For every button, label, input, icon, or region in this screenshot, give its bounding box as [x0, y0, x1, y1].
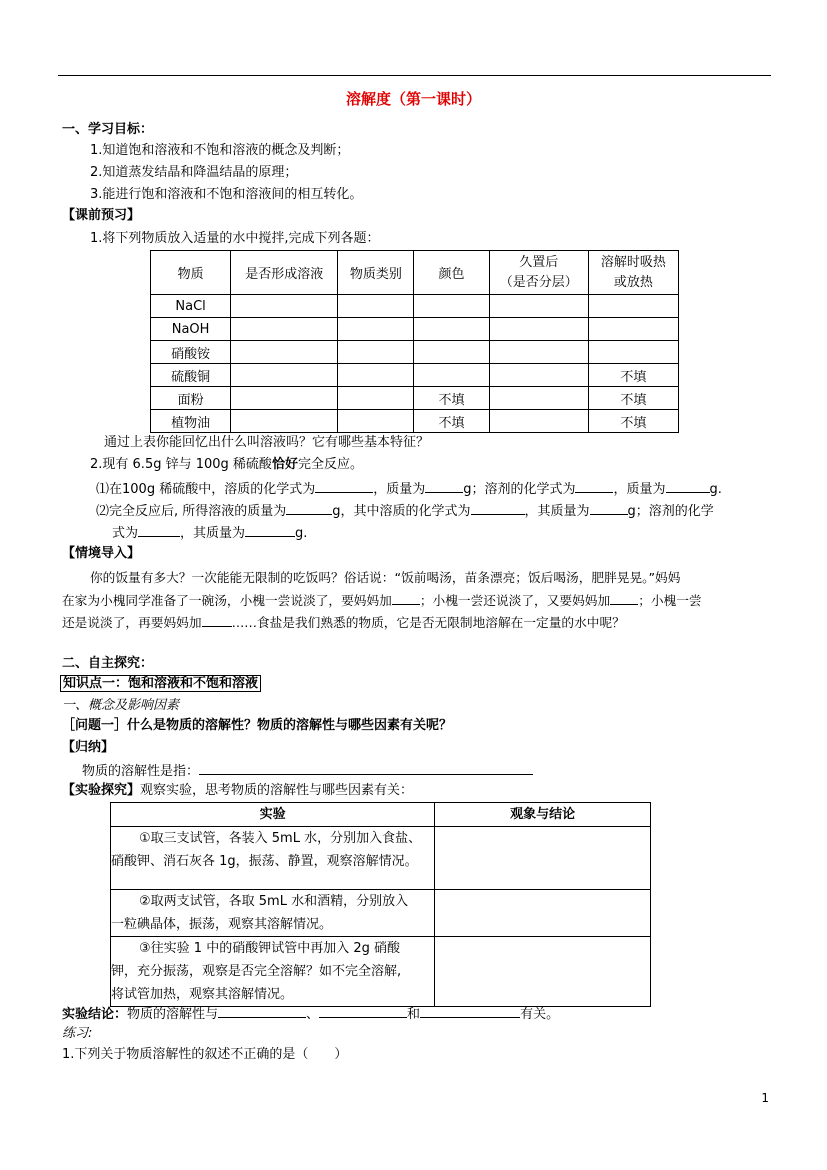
goal-item: 2.知道蒸发结晶和降温结晶的原理； — [90, 165, 298, 180]
answer-blank[interactable] — [199, 760, 533, 775]
experiment-cell: ③往实验 1 中的硝酸钾试管中再加入 2g 硝酸 钾，充分振荡，观察是否完全溶解？如不完全溶解, 将试管加热，观察其溶解情况。 — [111, 937, 435, 1007]
table-cell — [489, 295, 588, 318]
table-cell: 硫酸铜 — [151, 364, 231, 387]
answer-blank[interactable] — [590, 500, 628, 515]
experiment-table — [110, 802, 651, 1007]
substance-table — [150, 250, 679, 433]
header-cell: 观象与结论 — [435, 803, 651, 827]
table-cell — [338, 295, 414, 318]
header-cell: 久置后 （是否分层） — [489, 251, 588, 295]
table-cell — [231, 387, 338, 410]
table-row — [151, 341, 679, 364]
table-cell: 不填 — [414, 387, 489, 410]
answer-blank[interactable] — [575, 478, 613, 493]
header-cell: 颜色 — [414, 251, 489, 295]
experiment-cell: ②取两支试管，各取 5mL 水和酒精，分别放入 一粒碘晶体，振荡，观察其溶解情况。 — [111, 890, 435, 937]
answer-blank[interactable] — [245, 522, 295, 537]
table-cell: NaCl — [151, 295, 231, 318]
table-cell — [489, 364, 588, 387]
answer-blank[interactable] — [315, 478, 373, 493]
answer-blank[interactable] — [420, 1003, 520, 1018]
table-cell: 不填 — [588, 410, 678, 433]
table-cell: 硝酸铵 — [151, 341, 231, 364]
table-row — [151, 364, 679, 387]
table-cell — [231, 341, 338, 364]
table-row — [111, 937, 651, 1007]
table-cell — [588, 295, 678, 318]
table-row — [151, 410, 679, 433]
table-cell — [338, 364, 414, 387]
table-cell: 不填 — [588, 387, 678, 410]
table-cell — [231, 364, 338, 387]
table-cell — [414, 341, 489, 364]
answer-blank[interactable] — [666, 478, 710, 493]
section-heading-explore: 二、自主探究： — [62, 656, 154, 671]
table-cell: 面粉 — [151, 387, 231, 410]
top-rule — [58, 75, 771, 76]
problem-one: ［问题一］什么是物质的溶解性？物质的溶解性与哪些因素有关呢？ — [62, 718, 453, 733]
table-followup: 通过上表你能回忆出什么叫溶液吗？它有哪些基本特征？ — [104, 435, 430, 450]
question-2-part-1: ⑴在100g 稀硫酸中，溶质的化学式为 ，质量为 g；溶剂的化学式为 ，质量为 g. — [96, 478, 722, 500]
goal-item: 1.知道饱和溶液和不饱和溶液的概念及判断； — [90, 143, 350, 158]
practice-question-1: 1.下列关于物质溶解性的叙述不正确的是（ ） — [62, 1047, 348, 1062]
table-cell — [338, 318, 414, 341]
table-cell — [588, 318, 678, 341]
observation-cell[interactable] — [435, 890, 651, 937]
table-cell — [338, 341, 414, 364]
experiment-heading: 【实验探究】观察实验，思考物质的溶解性与哪些因素有关： — [62, 783, 414, 798]
table-cell — [489, 387, 588, 410]
table-row — [111, 890, 651, 937]
header-cell: 实验 — [111, 803, 435, 827]
answer-blank[interactable] — [138, 522, 180, 537]
table-cell — [231, 295, 338, 318]
table-cell — [231, 410, 338, 433]
practice-heading: 练习: — [62, 1026, 93, 1041]
summary-heading: 【归纳】 — [62, 740, 115, 755]
subsection-title: 一、概念及影响因素 — [62, 698, 180, 713]
question-2-part-2-cont: 式为 ，其质量为 g. — [112, 522, 307, 544]
table-cell: 植物油 — [151, 410, 231, 433]
table-cell — [489, 410, 588, 433]
intro-text: 还是说淡了，再要妈妈加 ……食盐是我们熟悉的物质，它是否无限制地溶解在一定量的水中呢？ — [62, 612, 625, 633]
table-row — [111, 827, 651, 890]
table-cell — [588, 341, 678, 364]
intro-text: 在家为小槐同学准备了一碗汤，小槐一尝说淡了，要妈妈加 ；小槐一尝还说淡了，又要妈妈加 ；小槐一尝 — [62, 590, 702, 611]
experiment-conclusion: 实验结论：物质的溶解性与 、 和 有关。 — [62, 1003, 559, 1025]
answer-blank[interactable] — [202, 612, 232, 627]
table-cell — [338, 410, 414, 433]
page-number: 1 — [761, 1091, 769, 1105]
table-cell — [414, 295, 489, 318]
intro-heading: 【情境导入】 — [62, 546, 141, 561]
answer-blank[interactable] — [286, 500, 332, 515]
table-cell: 不填 — [588, 364, 678, 387]
answer-blank[interactable] — [610, 590, 638, 605]
header-cell: 物质类别 — [338, 251, 414, 295]
header-cell: 物质 — [151, 251, 231, 295]
table-row — [151, 387, 679, 410]
table-cell — [231, 318, 338, 341]
answer-blank[interactable] — [218, 1003, 306, 1018]
section-heading-goals: 一、学习目标： — [62, 122, 154, 137]
answer-blank[interactable] — [471, 500, 525, 515]
table-cell: 不填 — [414, 410, 489, 433]
answer-blank[interactable] — [425, 478, 463, 493]
header-cell: 是否形成溶液 — [231, 251, 338, 295]
definition-line: 物质的溶解性是指： — [82, 760, 533, 782]
experiment-cell: ①取三支试管，各装入 5mL 水，分别加入食盐、 硝酸钾、消石灰各 1g，振荡、静置，观察溶解情况。 — [111, 827, 435, 890]
answer-blank[interactable] — [319, 1003, 407, 1018]
table-row — [151, 295, 679, 318]
answer-blank[interactable] — [392, 590, 420, 605]
question-2-part-2: ⑵完全反应后, 所得溶液的质量为 g，其中溶质的化学式为 ，其质量为 g；溶剂的化学 — [96, 500, 714, 522]
table-cell — [489, 318, 588, 341]
observation-cell[interactable] — [435, 827, 651, 890]
table-cell: NaOH — [151, 318, 231, 341]
question-1: 1.将下列物质放入适量的水中搅拌,完成下列各题： — [90, 231, 380, 246]
page-title: 溶解度（第一课时） — [345, 90, 481, 108]
table-cell — [489, 341, 588, 364]
table-cell — [414, 364, 489, 387]
observation-cell[interactable] — [435, 937, 651, 1007]
knowledge-point-title: 知识点一：饱和溶液和不饱和溶液 — [60, 674, 261, 694]
table-cell — [338, 387, 414, 410]
question-2: 2.现有 6.5g 锌与 100g 稀硫酸恰好完全反应。 — [90, 457, 363, 472]
intro-text: 你的饭量有多大？一次能能无限制的吃饭吗？俗话说：“饭前喝汤，苗条漂亮；饭后喝汤，肥胖晃晃。”妈妈 — [90, 570, 681, 585]
table-row — [151, 318, 679, 341]
table-cell — [414, 318, 489, 341]
preview-heading: 【课前预习】 — [62, 208, 141, 223]
header-cell: 溶解时吸热 或放热 — [588, 251, 678, 295]
goal-item: 3.能进行饱和溶液和不饱和溶液间的相互转化。 — [90, 187, 363, 202]
